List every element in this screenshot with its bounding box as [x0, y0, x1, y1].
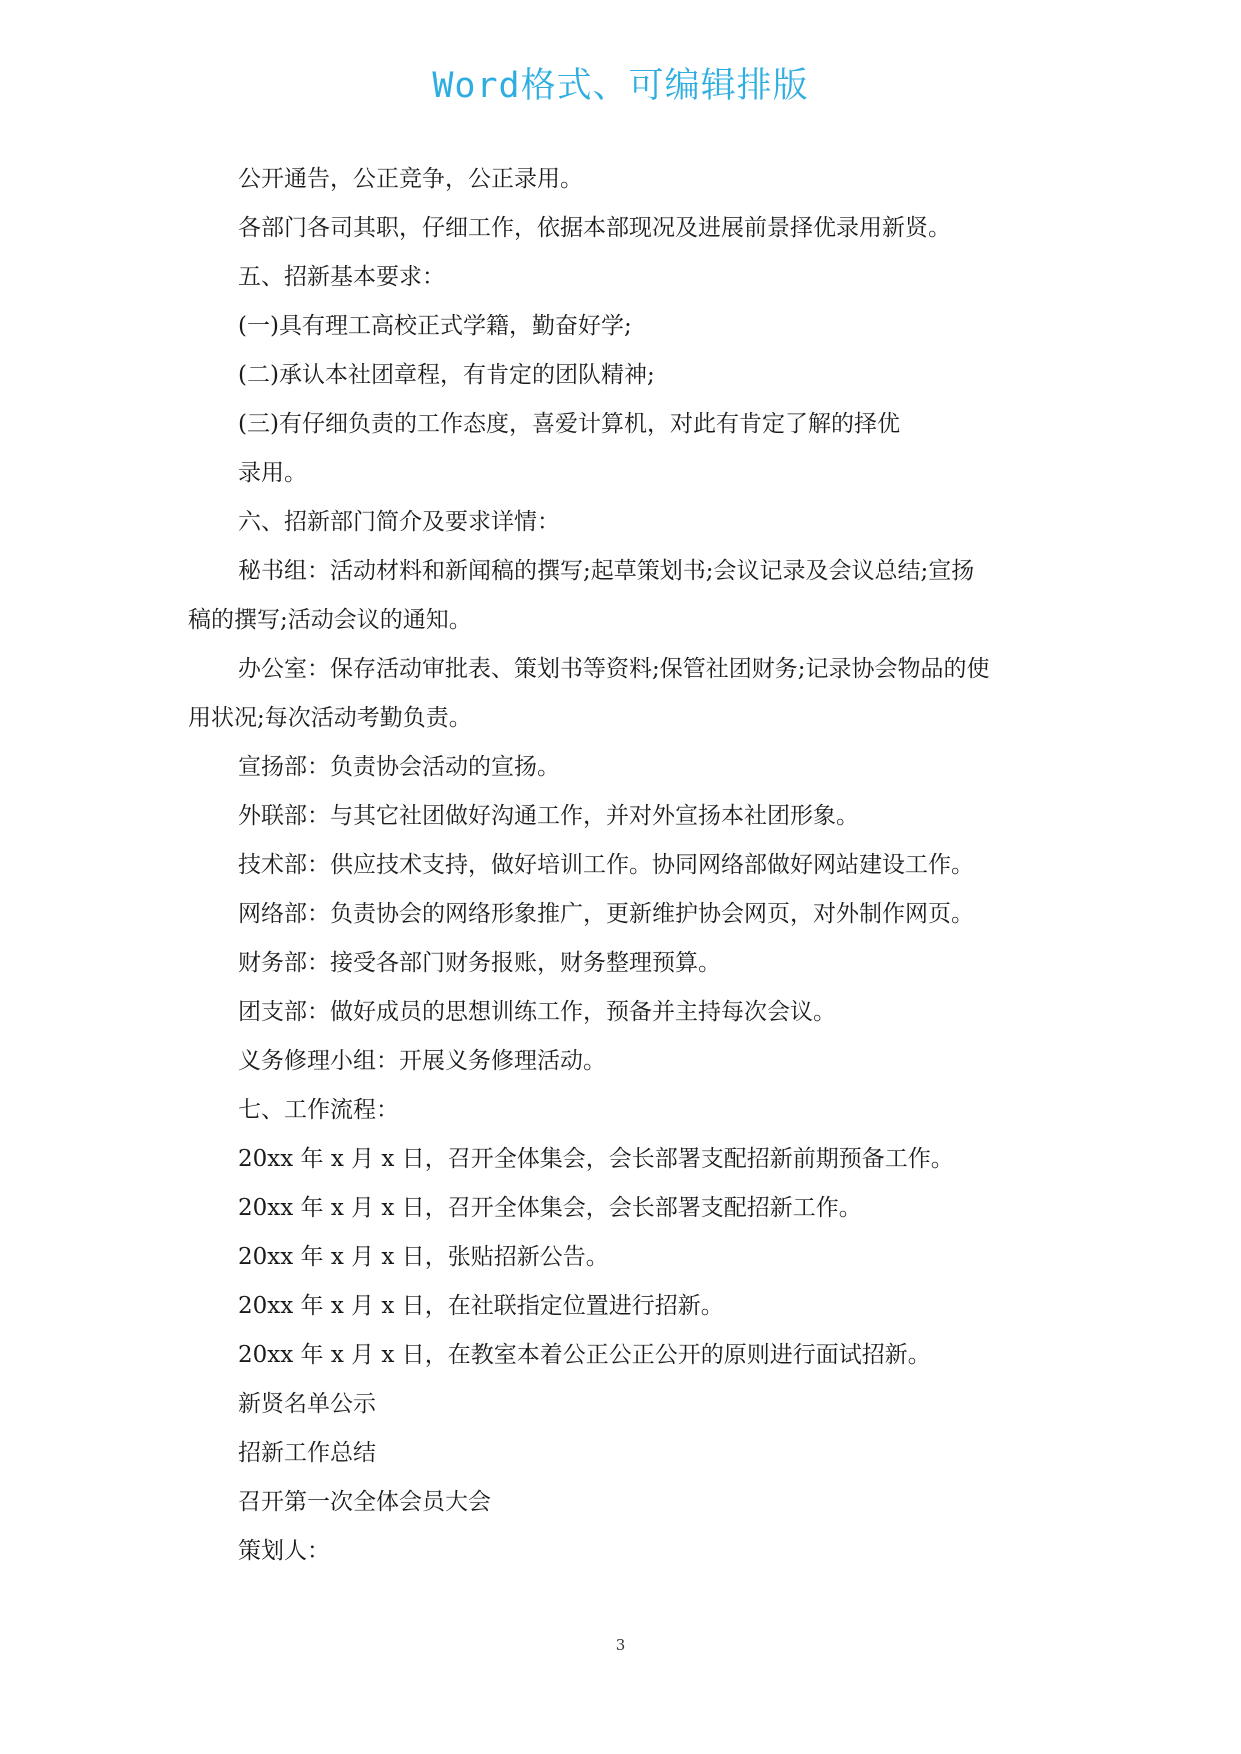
requirement-item-1: (一)具有理工高校正式学籍，勤奋好学; — [238, 313, 632, 339]
dept-repair-group: 义务修理小组：开展义务修理活动。 — [238, 1048, 606, 1074]
requirement-item-2: (二)承认本社团章程，有肯定的团队精神; — [238, 362, 655, 388]
requirement-item-3: (三)有仔细负责的工作态度，喜爱计算机，对此有肯定了解的择优 — [238, 411, 900, 437]
page-number: 3 — [615, 1636, 626, 1654]
dept-office: 办公室：保存活动审批表、策划书等资料;保管社团财务;记录协会物品的使 — [238, 656, 990, 682]
workflow-first-meeting: 召开第一次全体会员大会 — [238, 1489, 491, 1515]
section-heading-departments: 六、招新部门简介及要求详情： — [238, 509, 560, 535]
dept-office-continued: 用状况;每次活动考勤负责。 — [188, 705, 472, 731]
dept-secretary: 秘书组：活动材料和新闻稿的撰写;起草策划书;会议记录及会议总结;宣扬 — [238, 558, 975, 584]
paragraph-principle: 公开通告，公正竞争，公正录用。 — [238, 166, 583, 192]
workflow-step-5: 20xx 年 x 月 x 日，在教室本着公正公正公开的原则进行面试招新。 — [238, 1342, 931, 1368]
workflow-summary: 招新工作总结 — [238, 1440, 376, 1466]
workflow-step-3: 20xx 年 x 月 x 日，张贴招新公告。 — [238, 1244, 609, 1270]
document-body — [188, 155, 1058, 1576]
document-header-title: Word格式、可编辑排版 — [432, 66, 809, 106]
planner-label: 策划人： — [238, 1538, 330, 1564]
dept-network: 网络部：负责协会的网络形象推广，更新维护协会网页，对外制作网页。 — [238, 901, 974, 927]
section-heading-requirements: 五、招新基本要求： — [238, 264, 445, 290]
workflow-step-4: 20xx 年 x 月 x 日，在社联指定位置进行招新。 — [238, 1293, 724, 1319]
section-heading-workflow: 七、工作流程： — [238, 1097, 399, 1123]
dept-finance: 财务部：接受各部门财务报账，财务整理预算。 — [238, 950, 721, 976]
dept-secretary-continued: 稿的撰写;活动会议的通知。 — [188, 607, 472, 633]
workflow-step-1: 20xx 年 x 月 x 日，召开全体集会，会长部署支配招新前期预备工作。 — [238, 1146, 954, 1172]
dept-technical: 技术部：供应技术支持，做好培训工作。协同网络部做好网站建设工作。 — [238, 852, 974, 878]
paragraph-departments: 各部门各司其职，仔细工作，依据本部现况及进展前景择优录用新贤。 — [238, 215, 951, 241]
workflow-step-2: 20xx 年 x 月 x 日，召开全体集会，会长部署支配招新工作。 — [238, 1195, 862, 1221]
dept-league-branch: 团支部：做好成员的思想训练工作，预备并主持每次会议。 — [238, 999, 836, 1025]
requirement-item-3-continued: 录用。 — [238, 460, 307, 486]
dept-publicity: 宣扬部：负责协会活动的宣扬。 — [238, 754, 560, 780]
workflow-publish-list: 新贤名单公示 — [238, 1391, 376, 1417]
dept-external: 外联部：与其它社团做好沟通工作，并对外宣扬本社团形象。 — [238, 803, 859, 829]
